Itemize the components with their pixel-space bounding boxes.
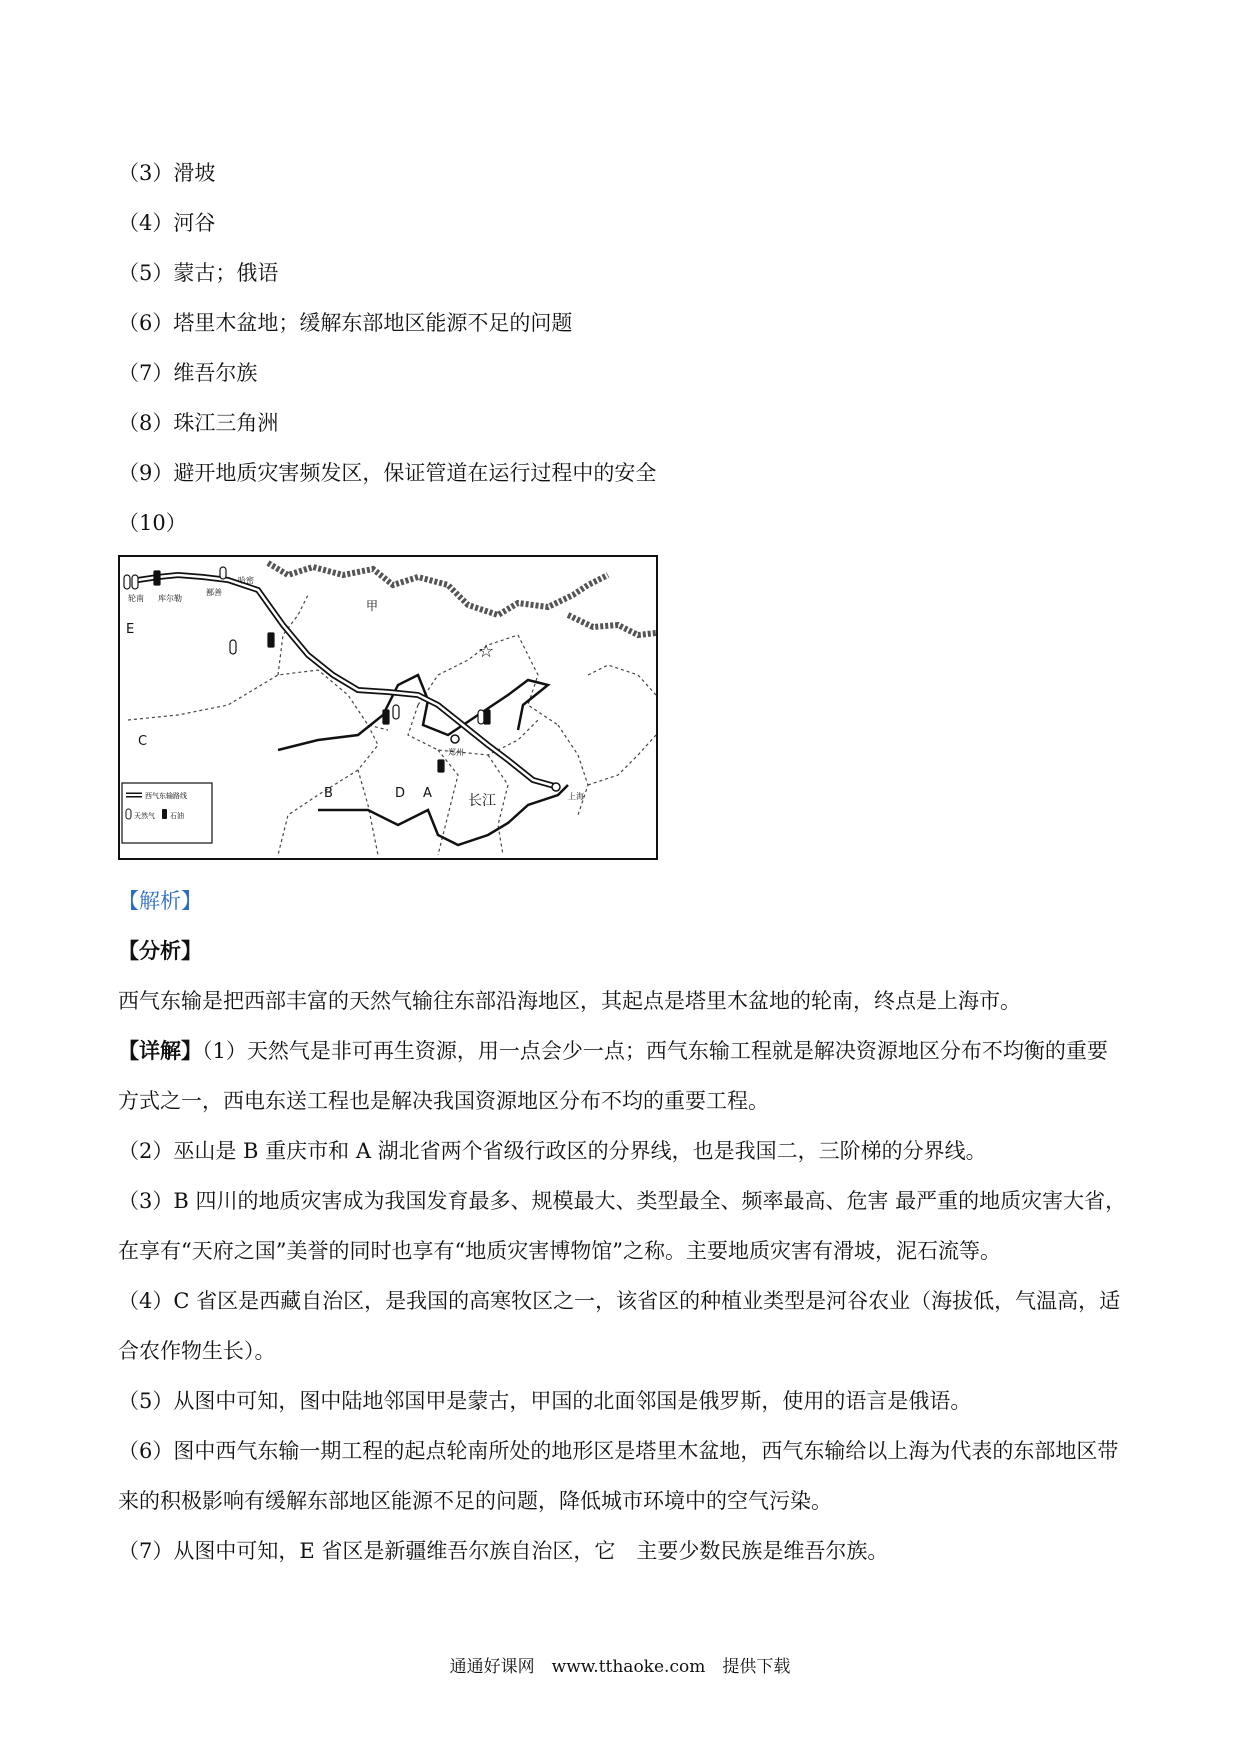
detail-heading: 【详解】 [118,1038,202,1063]
map-label-B: B [324,786,333,801]
capital-star-icon: ☆ [478,641,495,662]
answer-3: （3）滑坡 [118,161,216,185]
map-label-lunnan: 轮南 [128,594,144,603]
jiexi-heading: 【解析】 [118,889,202,913]
map-label-jia: 甲 [366,599,379,613]
map-label-kuerle: 库尔勒 [158,594,182,603]
answer-10: （10） [118,511,187,535]
page-footer: 通通好课网 www.tthaoke.com 提供下载 [449,1657,791,1677]
map-label-E: E [126,622,135,637]
answer-4: （4）河谷 [118,211,216,235]
map-label-shanghai: 上海 [568,792,584,801]
map-label-shanshan: 鄯善 [206,588,222,597]
legend-gas: 天然气 [134,812,155,820]
detail-1-text: （1）天然气是非可再生资源，用一点会少一点；西气东输工程就是解决资源地区分布不均衡的重要方式之一，西电东送工程也是解决我国资源地区分布不均的重要工程。 [118,1039,1108,1113]
map-label-C: C [138,734,148,749]
answer-9: （9）避开地质灾害频发区，保证管道在运行过程中的安全 [118,461,657,485]
map-label-A: A [423,786,432,801]
answer-5: （5）蒙古；俄语 [118,261,279,285]
map-label-D: D [395,786,406,801]
legend-pipeline: 西气东输路线 [145,792,187,800]
map-label-zhengzhou: 郑州 [448,748,464,757]
map-label-changjiang: 长江 [468,793,496,809]
fenxi-heading: 【分析】 [118,938,202,963]
answer-8: （8）珠江三角洲 [118,411,279,435]
legend-oil: 石油 [170,812,184,820]
fenxi-text: 西气东输是把西部丰富的天然气输往东部沿海地区，其起点是塔里木盆地的轮南，终点是上海市。 [118,989,1021,1013]
west-east-gas-map [118,555,658,860]
detail-1 [118,1026,1128,1126]
answer-7: （7）维吾尔族 [118,361,258,385]
detail-5: （5）从图中可知，图中陆地邻国甲是蒙古，甲国的北面邻国是俄罗斯，使用的语言是俄语。 [118,1389,972,1413]
detail-3: （3）B 四川的地质灾害成为我国发育最多、规模最大、类型最全、频率最高、危害 最严重的地质灾害大省，在享有“天府之国”美誉的同时也享有“地质灾害博物馆”之称。主要地质灾害有滑坡，泥石流等。 [118,1189,1127,1263]
detail-6: （6）图中西气东输一期工程的起点轮南所处的地形区是塔里木盆地，西气东输给以上海为代表的东部地区带来的积极影响有缓解东部地区能源不足的问题，降低城市环境中的空气污染。 [118,1439,1119,1513]
detail-4: （4）C 省区是西藏自治区，是我国的高寒牧区之一，该省区的种植业类型是河谷农业（海拔低，气温高，适合农作物生长）。 [118,1289,1121,1363]
detail-2: （2）巫山是 B 重庆市和 A 湖北省两个省级行政区的分界线，也是我国二，三阶梯的分界线。 [118,1139,987,1163]
map-label-hami: 哈密 [238,576,254,585]
detail-7: （7）从图中可知，E 省区是新疆维吾尔族自治区，它 主要少数民族是维吾尔族。 [118,1539,889,1563]
answer-6: （6）塔里木盆地；缓解东部地区能源不足的问题 [118,311,573,335]
